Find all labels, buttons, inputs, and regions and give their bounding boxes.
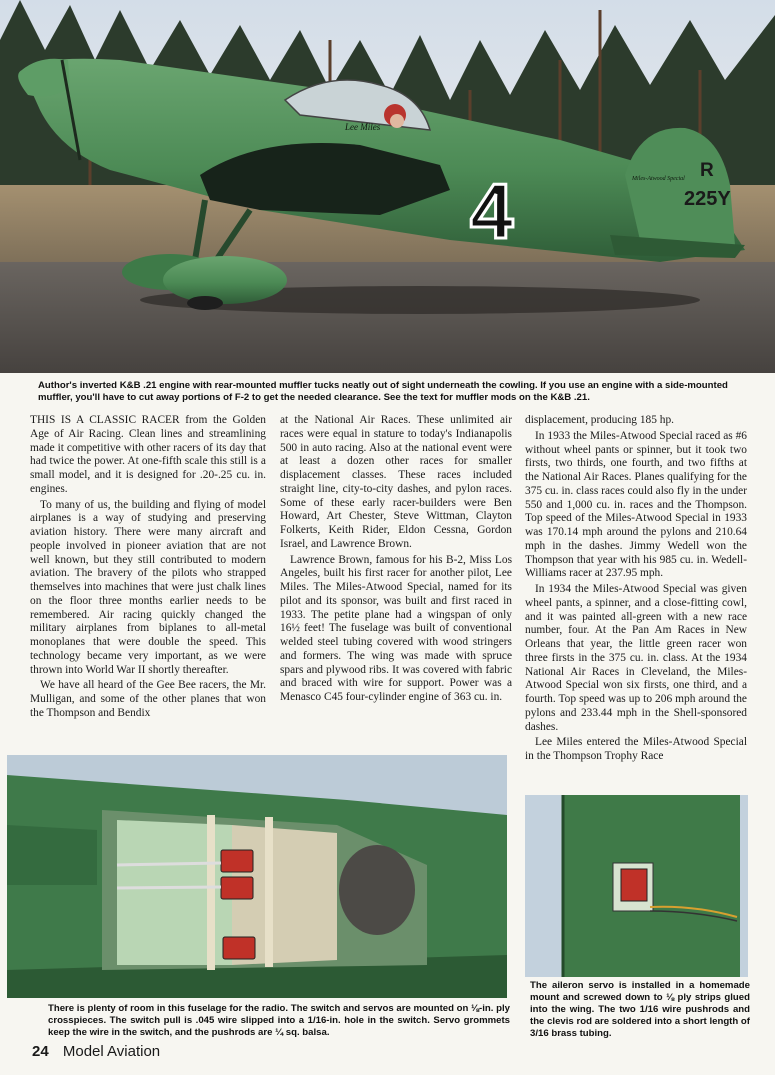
article-column-3 — [525, 414, 747, 764]
hero-photo — [0, 0, 775, 373]
tail-registration: 225Y — [684, 188, 731, 210]
tail-script: Miles-Atwood Special — [632, 176, 685, 182]
paragraph: To many of us, the building and flying of model airplanes is a way of studying and preserving aviation history. There were many aircraft and people involved in pioneer aviation that are not well known, but they still contributed to modern aviation. The bravery of the pilots who strapped themselves into machines that were just chalk lines on the floor three months earlier needs to be remembered. Air racing quickly changed the military airplanes from biplanes to all-metal monoplanes that were double the speed. This technology became very important, as we were thrown into World War II shortly thereafter. — [30, 498, 266, 676]
paragraph: THIS IS A CLASSIC RACER from the Golden Age of Air Racing. Clean lines and streamlining made it competitive with other racers of its day that had twice the power. At one-fifth scale this still is a small model, and it is designed for .20-.25 cu. in. engines. — [30, 414, 266, 495]
fuselage-caption: There is plenty of room in this fuselage for the radio. The switch and servos are mounted on ⅛-in. ply crosspieces. The switch pull is .045 wire slipped into a 1/16-in. hole in the switch. Servo grommets keep the wire in the switch, and the pushrods are ¼ sq. balsa. — [48, 1003, 510, 1038]
paragraph: at the National Air Races. These unlimited air races were equal in stature to today's Indianapolis 500 in auto racing. Also at the national event were at least a dozen other races for smaller displacement classes. These races included straight line, city-to-city dashes, and pylon races. Some of these early racer-builders were Ben Howard, Art Chester, Steve Wittman, Clayton Folkerts, Keith Rider, Eldon Cessna, Gordon Israel, and Lawrence Brown. — [280, 414, 512, 550]
page-footer — [32, 1043, 160, 1060]
paragraph: In 1934 the Miles-Atwood Special was given wheel pants, a spinner, and a close-fitting cowl, and it was painted all-green with a new race number, four. At the Pan Am Races in New Orleans that year, the little green racer won three firsts in the 375 cu. in. class. At the 1934 National Air Races in Cleveland, the Miles-Atwood Special won six firsts, one third, and a fourth. Top speed was up to 206 mph around the pylons and 233.44 mph in the Shell-sponsored dashes. — [525, 583, 747, 733]
article-column-2 — [280, 414, 512, 705]
paragraph: Lawrence Brown, famous for his B-2, Miss Los Angeles, built his first racer for another pilot, Lee Miles. The Miles-Atwood Special, named for its pilot and its sponsor, was built and first raced in 1933. The petite plane had a wingspan of only 16½ feet! The fuselage was built of conventional welded steel tubing covered with wood stringers and formers. The wing was made with spruce spars and plywood ribs. It was covered with fabric and braced with wire for support. Power was a Menasco C45 four-cylinder engine of 363 cu. in. — [280, 553, 512, 703]
magazine-name: Model Aviation — [62, 1043, 161, 1060]
hero-caption: Author's inverted K&B .21 engine with rear-mounted muffler tucks neatly out of sight underneath the cowling. If you use an engine with a side-mounted muffler, you'll have to cut away portions of F-2 to get the needed clearance. See the text for muffler mods on the K&B .21. — [38, 380, 728, 403]
wing-photo — [525, 795, 748, 977]
race-number: 4 — [470, 167, 514, 255]
paragraph: In 1933 the Miles-Atwood Special raced as #6 without wheel pants or spinner, but it took two firsts, two thirds, one fourth, and two fifths at the National Air Races. Planes qualifying for the 375 cu. in. class races could also fly in the under 550 and 1,000 cu. in. races and the Thompson. Top speed of the Miles-Atwood Special in 1933 was 170.14 mph around the pylons and 210.64 mph in the dashes. Jimmy Wedell won the Thompson that year with his 985 cu. in. Wedell-Williams racer at 237.95 mph. — [525, 429, 747, 580]
fuselage-photo — [7, 755, 507, 998]
article-column-1 — [30, 414, 266, 721]
page-number: 24 — [32, 1043, 49, 1060]
paragraph: Lee Miles entered the Miles-Atwood Special in the Thompson Trophy Race — [525, 736, 747, 762]
paragraph: We have all heard of the Gee Bee racers, the Mr. Mulligan, and some of the other planes that won the Thompson and Bendix — [30, 679, 266, 719]
tail-letter: R — [700, 160, 714, 181]
fuselage-script: Lee Miles — [345, 122, 381, 132]
wing-caption: The aileron servo is installed in a homemade mount and screwed down to ⅛ ply strips glued into the wing. The two 1/16 wire pushrods and the clevis rod are soldered into a short length of 3/16 brass tubing. — [530, 980, 750, 1039]
paragraph: displacement, producing 185 hp. — [525, 414, 674, 426]
